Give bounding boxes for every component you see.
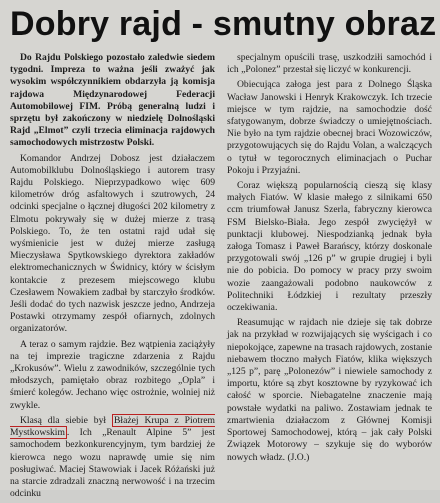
column-left xyxy=(10,52,215,503)
column-right xyxy=(227,52,432,503)
paragraph-text: Reasumując w rajdach nie dzieje się tak dobrze jak na przykład w rozwijających się wyścigach i co niepokojące, zapewne na trasach rajdowych, zostanie niebawem tłoczno małych Fiatów, klika większych „125 p”, parę „Polonezów” i niewiele samochody z importu, które są zbyt kosztowne by ryzykować ich całość w sporcie. Niebagatelne znaczenie mają powstałe wydatki na paliwo. Zostawiam jednak te zmartwienia działaczom z Głównej Komisji Sportowej Samochodowej, którą – jak cały Polski Związek Motorowy – szykuje się do wyborów nowych władz. xyxy=(227,317,432,463)
paragraph-text: Klasą dla siebie był xyxy=(20,414,113,426)
closing-paragraph xyxy=(227,317,432,463)
article-columns xyxy=(10,52,432,503)
signature: (J.O.) xyxy=(287,451,310,463)
marked-names: Błażej Krupa z Piotrem Mystkowskim xyxy=(10,414,216,439)
headline: Dobry rajd - smutny obraz xyxy=(10,5,437,43)
highlighted-paragraph xyxy=(10,415,215,500)
paragraph: Coraz większą popularnością cieszą się klasy małych Fiatów. W klasie małego z silnikami 650 ccm triumfował Janusz Szerla, fabryczny kierowca FSM Bielsko-Biała. Jego zespół zwyciężył w punktacji klubowej. Niespodzianką jednak była załoga Tomasz i Paweł Barańscy, którzy doskonale przygotowali swój „126 p” w grupie drugiej i byli nie do pobicia. Do pomocy w pracy przy swoim wozie zaangażowali podobno naukowców z Politechniki Łódzkiej i rezultaty przeszły oczekiwania. xyxy=(227,180,432,314)
paragraph-text: . Ich „Renault Alpine 5” jest samochodem bezkonkurencyjnym, tym bardziej że kierowca nego wozu naprawdę umie się nim posługiwać. Maciej Stawowiak i Jacek Różański już na starcie zdradzali znaczną nerwowość i na trzecim odcinku xyxy=(10,427,215,500)
paragraph: Komandor Andrzej Dobosz jest działaczem Automobilklubu Dolnośląskiego i autorem trasy Rajdu Polskiego. Nieprzypadkowo więc 609 kilometrów dróg asfaltowych i szutrowych, 24 odcinki specjalne o łącznej długości 202 kilometry z Elmotu pokrywały się w dużej mierze z trasą Polskiego. To, że ten ostatni rajd udał się wyśmienicie jest w dużej mierze zasługą Mieczysława Spytkowskiego dyrektora zakładów elektromechanicznych w Świdnicy, który w ścisłym kontakcie z prezesem miejscowego klubu Czesławem Nowakiem zadbał by starczyło środków. Jeśli dodać do tych nazwisk jeszcze jedno, Andrzeja Postawki otrzymamy zespół ofiarnych, zdolnych organizatorów. xyxy=(10,152,215,335)
lead-paragraph: Do Rajdu Polskiego pozostało zaledwie siedem tygodni. Impreza to ważna jeśli zważyć jak wysokim współczynnikiem obdarzyła ją komisja rajdowa Międzynarodowej Federacji Automobilowej FIM. Próbą generalną ludzi i sprzętu był zakończony w niedzielę Dolnośląski Rajd „Elmot” czyli trzecia eliminacja rajdowych samochodowych mistrzostw Polski. xyxy=(10,52,215,149)
paragraph: Obiecująca załoga jest para z Dolnego Śląska Wacław Janowski i Henryk Krakowczyk. Ich trzecie miejsce w tym rajdzie, na samochodzie dość sfatygowanym, dobrze świadczy o umiejętnościach. Nie było na tym rajdzie obecnej braci Wozowiczów, przygotowujących się do Rajdu Volan, a walczących o tytuł w tegorocznych eliminacjach o Puchar Pokoju i Przyjaźni. xyxy=(227,79,432,176)
paragraph: specjalnym opuścili trasę, uszkodziłi samochód i ich „Polonez” przestał się liczyć w konkurencji. xyxy=(227,52,432,76)
paragraph: A teraz o samym rajdzie. Bez wątpienia zaciążyły na tej imprezie tragiczne zdarzenia z Rajdu „Krokusów”. Wielu z zawodników, szczególnie tych młodszych, pamiętało obraz rozbitego „Opla” i śmierć kolegów. Jechano więc ostrożnie, wolniej niż zwykle. xyxy=(10,338,215,411)
